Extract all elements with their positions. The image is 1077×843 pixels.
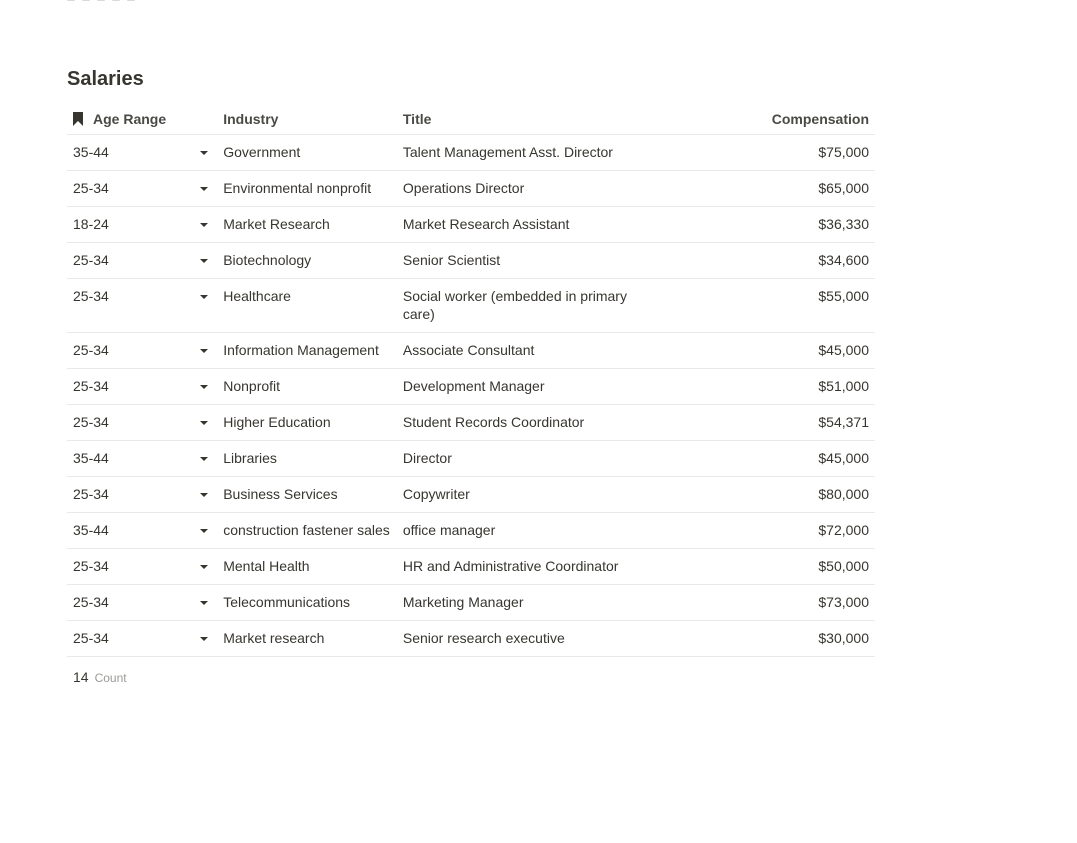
caret-down-icon[interactable] bbox=[200, 151, 208, 155]
age-range-value: 25-34 bbox=[73, 288, 109, 304]
salaries-table bbox=[67, 104, 875, 657]
cell-compensation[interactable]: $34,600 bbox=[739, 243, 875, 279]
cell-title[interactable] bbox=[397, 171, 739, 207]
age-range-value: 25-34 bbox=[73, 558, 109, 574]
age-range-value: 35-44 bbox=[73, 144, 109, 160]
cell-compensation[interactable]: $65,000 bbox=[739, 171, 875, 207]
caret-down-icon[interactable] bbox=[200, 385, 208, 389]
cell-compensation[interactable]: $30,000 bbox=[739, 621, 875, 657]
cell-industry[interactable]: Information Management bbox=[217, 333, 397, 369]
caret-down-icon[interactable] bbox=[200, 637, 208, 641]
cell-title[interactable] bbox=[397, 243, 739, 279]
table-header-row bbox=[67, 104, 875, 135]
age-range-value: 25-34 bbox=[73, 180, 109, 196]
caret-down-icon[interactable] bbox=[200, 187, 208, 191]
cell-compensation[interactable]: $55,000 bbox=[739, 279, 875, 333]
table-row[interactable] bbox=[67, 585, 875, 621]
table-row[interactable] bbox=[67, 243, 875, 279]
cell-age-range[interactable] bbox=[67, 279, 217, 333]
table-footer bbox=[67, 657, 875, 697]
caret-down-icon[interactable] bbox=[200, 223, 208, 227]
title-value: Talent Management Asst. Director bbox=[402, 144, 613, 160]
cell-title[interactable] bbox=[397, 549, 739, 585]
caret-down-icon[interactable] bbox=[200, 259, 208, 263]
caret-down-icon[interactable] bbox=[200, 493, 208, 497]
scrolled-content-remnant bbox=[67, 0, 157, 2]
cell-industry[interactable]: Market Research bbox=[217, 207, 397, 243]
cell-age-range[interactable] bbox=[67, 549, 217, 585]
title-value: Marketing Manager bbox=[402, 594, 524, 610]
table-row[interactable] bbox=[67, 279, 875, 333]
cell-industry[interactable]: Market research bbox=[217, 621, 397, 657]
cell-title[interactable] bbox=[397, 207, 739, 243]
title-value: Operations Director bbox=[402, 180, 525, 196]
age-range-value: 25-34 bbox=[73, 486, 109, 502]
cell-compensation[interactable]: $51,000 bbox=[739, 369, 875, 405]
cell-title[interactable] bbox=[397, 405, 739, 441]
table-row[interactable] bbox=[67, 477, 875, 513]
title-value: office manager bbox=[402, 522, 496, 538]
cell-age-range[interactable] bbox=[67, 369, 217, 405]
cell-compensation[interactable]: $72,000 bbox=[739, 513, 875, 549]
cell-title[interactable] bbox=[397, 369, 739, 405]
cell-industry[interactable]: Business Services bbox=[217, 477, 397, 513]
row-count-value[interactable]: 14 bbox=[73, 669, 89, 685]
cell-industry[interactable]: Nonprofit bbox=[217, 369, 397, 405]
salaries-collection bbox=[67, 64, 875, 697]
title-value: Social worker (embedded in primary care) bbox=[402, 288, 627, 322]
table-row[interactable] bbox=[67, 171, 875, 207]
age-range-value: 25-34 bbox=[73, 594, 109, 610]
cell-age-range[interactable] bbox=[67, 621, 217, 657]
caret-down-icon[interactable] bbox=[200, 457, 208, 461]
cell-industry[interactable]: Higher Education bbox=[217, 405, 397, 441]
cell-industry[interactable]: Libraries bbox=[217, 441, 397, 477]
age-range-value: 35-44 bbox=[73, 450, 109, 466]
cell-compensation[interactable]: $36,330 bbox=[739, 207, 875, 243]
cell-compensation[interactable]: $50,000 bbox=[739, 549, 875, 585]
row-count-label[interactable]: Count bbox=[94, 671, 127, 685]
bookmark-icon bbox=[73, 112, 83, 126]
caret-down-icon[interactable] bbox=[200, 295, 208, 299]
cell-compensation[interactable]: $45,000 bbox=[739, 333, 875, 369]
table-row[interactable] bbox=[67, 621, 875, 657]
age-range-value: 25-34 bbox=[73, 378, 109, 394]
table-row[interactable] bbox=[67, 135, 875, 171]
age-range-value: 18-24 bbox=[73, 216, 109, 232]
cell-title[interactable] bbox=[397, 135, 739, 171]
cell-industry[interactable]: Environmental nonprofit bbox=[217, 171, 397, 207]
table-row[interactable] bbox=[67, 513, 875, 549]
title-value: Development Manager bbox=[402, 378, 545, 394]
table-row[interactable] bbox=[67, 405, 875, 441]
cell-compensation[interactable]: $73,000 bbox=[739, 585, 875, 621]
cell-industry[interactable]: Government bbox=[217, 135, 397, 171]
cell-age-range[interactable] bbox=[67, 585, 217, 621]
cell-age-range[interactable] bbox=[67, 135, 217, 171]
age-range-value: 25-34 bbox=[73, 414, 109, 430]
age-range-value: 25-34 bbox=[73, 342, 109, 358]
caret-down-icon[interactable] bbox=[200, 349, 208, 353]
table-row[interactable] bbox=[67, 207, 875, 243]
cell-compensation[interactable]: $45,000 bbox=[739, 441, 875, 477]
title-value: HR and Administrative Coordinator bbox=[402, 558, 619, 574]
title-value: Market Research Assistant bbox=[402, 216, 570, 232]
cell-industry[interactable]: Mental Health bbox=[217, 549, 397, 585]
cell-title[interactable] bbox=[397, 477, 739, 513]
table-row[interactable] bbox=[67, 549, 875, 585]
title-value: Associate Consultant bbox=[402, 342, 535, 358]
table-row[interactable] bbox=[67, 441, 875, 477]
age-range-value: 25-34 bbox=[73, 630, 109, 646]
column-header-industry[interactable]: Industry bbox=[217, 104, 397, 135]
cell-title[interactable] bbox=[397, 585, 739, 621]
cell-industry[interactable]: Biotechnology bbox=[217, 243, 397, 279]
cell-age-range[interactable] bbox=[67, 477, 217, 513]
caret-down-icon[interactable] bbox=[200, 529, 208, 533]
cell-industry[interactable]: Healthcare bbox=[217, 279, 397, 333]
cell-age-range[interactable] bbox=[67, 441, 217, 477]
cell-age-range[interactable] bbox=[67, 513, 217, 549]
collection-title[interactable]: Salaries bbox=[67, 68, 144, 90]
cell-age-range[interactable] bbox=[67, 333, 217, 369]
column-header-title[interactable]: Title bbox=[397, 104, 739, 135]
table-body bbox=[67, 135, 875, 657]
table-row[interactable] bbox=[67, 333, 875, 369]
title-value: Student Records Coordinator bbox=[402, 414, 585, 430]
column-header-age-range[interactable] bbox=[67, 104, 217, 135]
caret-down-icon[interactable] bbox=[200, 601, 208, 605]
cell-title[interactable] bbox=[397, 333, 739, 369]
title-value: Director bbox=[402, 450, 452, 466]
title-value: Copywriter bbox=[402, 486, 470, 502]
cell-age-range[interactable] bbox=[67, 207, 217, 243]
title-value: Senior research executive bbox=[402, 630, 565, 646]
cell-age-range[interactable] bbox=[67, 171, 217, 207]
cell-industry[interactable]: construction fastener sales bbox=[217, 513, 397, 549]
cell-title[interactable] bbox=[397, 441, 739, 477]
cell-title[interactable] bbox=[397, 279, 739, 333]
cell-title[interactable] bbox=[397, 621, 739, 657]
cell-age-range[interactable] bbox=[67, 405, 217, 441]
table-row[interactable] bbox=[67, 369, 875, 405]
cell-age-range[interactable] bbox=[67, 243, 217, 279]
age-range-value: 25-34 bbox=[73, 252, 109, 268]
cell-compensation[interactable]: $80,000 bbox=[739, 477, 875, 513]
column-header-label: Age Range bbox=[93, 111, 167, 127]
cell-title[interactable] bbox=[397, 513, 739, 549]
cell-compensation[interactable]: $54,371 bbox=[739, 405, 875, 441]
age-range-value: 35-44 bbox=[73, 522, 109, 538]
caret-down-icon[interactable] bbox=[200, 421, 208, 425]
title-value: Senior Scientist bbox=[402, 252, 501, 268]
column-header-compensation[interactable]: Compensation bbox=[739, 104, 875, 135]
caret-down-icon[interactable] bbox=[200, 565, 208, 569]
cell-compensation[interactable]: $75,000 bbox=[739, 135, 875, 171]
cell-industry[interactable]: Telecommunications bbox=[217, 585, 397, 621]
